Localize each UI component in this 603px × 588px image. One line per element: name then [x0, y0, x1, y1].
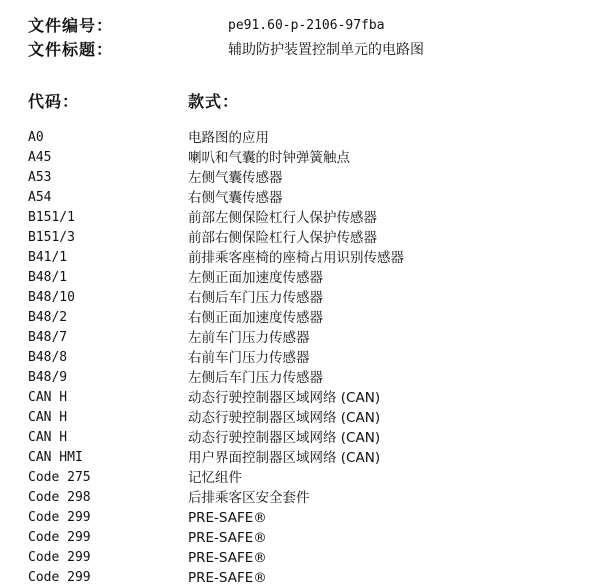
table-row: [28, 208, 598, 228]
row-description: 右侧正面加速度传感器: [188, 310, 323, 326]
row-code: B48/7: [28, 330, 68, 345]
row-code: A0: [28, 130, 44, 145]
table-row: [28, 428, 598, 448]
document-number-row: [28, 16, 588, 38]
row-code: Code 298: [28, 490, 91, 505]
document-title-value: 辅助防护装置控制单元的电路图: [228, 42, 424, 58]
row-description: PRE-SAFE®: [188, 570, 267, 586]
row-description: 喇叭和气囊的时钟弹簧触点: [188, 150, 350, 166]
row-code: B48/1: [28, 270, 68, 285]
row-code: Code 299: [28, 550, 91, 565]
table-row: [28, 368, 598, 388]
code-list: [28, 128, 598, 588]
table-row: [28, 268, 598, 288]
row-code: A54: [28, 190, 52, 205]
document-number-value: pe91.60-p-2106-97fba: [228, 18, 385, 33]
row-code: Code 275: [28, 470, 91, 485]
row-description: PRE-SAFE®: [188, 530, 267, 546]
table-row: [28, 348, 598, 368]
description-column-header: 款式：: [188, 92, 240, 111]
row-code: B48/2: [28, 310, 68, 325]
row-code: B151/3: [28, 230, 75, 245]
row-description: 前部左侧保险杠行人保护传感器: [188, 210, 377, 226]
row-code: B151/1: [28, 210, 75, 225]
document-number-label: 文件编号：: [28, 16, 114, 35]
row-code: Code 299: [28, 570, 91, 585]
row-description: PRE-SAFE®: [188, 550, 267, 566]
row-code: CAN H: [28, 390, 68, 405]
row-description: 后排乘客区安全套件: [188, 490, 310, 506]
table-row: [28, 448, 598, 468]
table-row: [28, 468, 598, 488]
table-row: [28, 128, 598, 148]
row-description: PRE-SAFE®: [188, 510, 267, 526]
row-description: 动态行驶控制器区域网络 (CAN): [188, 430, 381, 446]
row-code: B48/10: [28, 290, 75, 305]
row-description: 左侧正面加速度传感器: [188, 270, 323, 286]
row-code: B48/9: [28, 370, 68, 385]
row-code: Code 299: [28, 530, 91, 545]
row-description: 左侧气囊传感器: [188, 170, 283, 186]
row-description: 前排乘客座椅的座椅占用识别传感器: [188, 250, 404, 266]
row-code: A45: [28, 150, 52, 165]
table-row: [28, 508, 598, 528]
row-description: 动态行驶控制器区域网络 (CAN): [188, 390, 381, 406]
row-description: 动态行驶控制器区域网络 (CAN): [188, 410, 381, 426]
code-column-header: 代码：: [28, 92, 80, 111]
table-row: [28, 228, 598, 248]
table-row: [28, 488, 598, 508]
row-description: 右侧后车门压力传感器: [188, 290, 323, 306]
row-code: A53: [28, 170, 52, 185]
row-description: 左前车门压力传感器: [188, 330, 310, 346]
row-code: CAN H: [28, 410, 68, 425]
table-row: [28, 388, 598, 408]
row-description: 右前车门压力传感器: [188, 350, 310, 366]
table-row: [28, 148, 598, 168]
document-title-label: 文件标题：: [28, 40, 114, 59]
table-row: [28, 528, 598, 548]
row-code: B41/1: [28, 250, 68, 265]
table-row: [28, 568, 598, 588]
document-title-row: [28, 40, 588, 62]
table-row: [28, 288, 598, 308]
row-code: B48/8: [28, 350, 68, 365]
row-description: 记忆组件: [188, 470, 242, 486]
table-row: [28, 188, 598, 208]
row-code: CAN HMI: [28, 450, 83, 465]
table-row: [28, 248, 598, 268]
table-row: [28, 548, 598, 568]
table-row: [28, 328, 598, 348]
row-description: 左侧后车门压力传感器: [188, 370, 323, 386]
row-code: Code 299: [28, 510, 91, 525]
row-code: CAN H: [28, 430, 68, 445]
table-row: [28, 408, 598, 428]
row-description: 电路图的应用: [188, 130, 269, 146]
table-row: [28, 308, 598, 328]
row-description: 用户界面控制器区域网络 (CAN): [188, 450, 381, 466]
table-row: [28, 168, 598, 188]
row-description: 前部右侧保险杠行人保护传感器: [188, 230, 377, 246]
row-description: 右侧气囊传感器: [188, 190, 283, 206]
